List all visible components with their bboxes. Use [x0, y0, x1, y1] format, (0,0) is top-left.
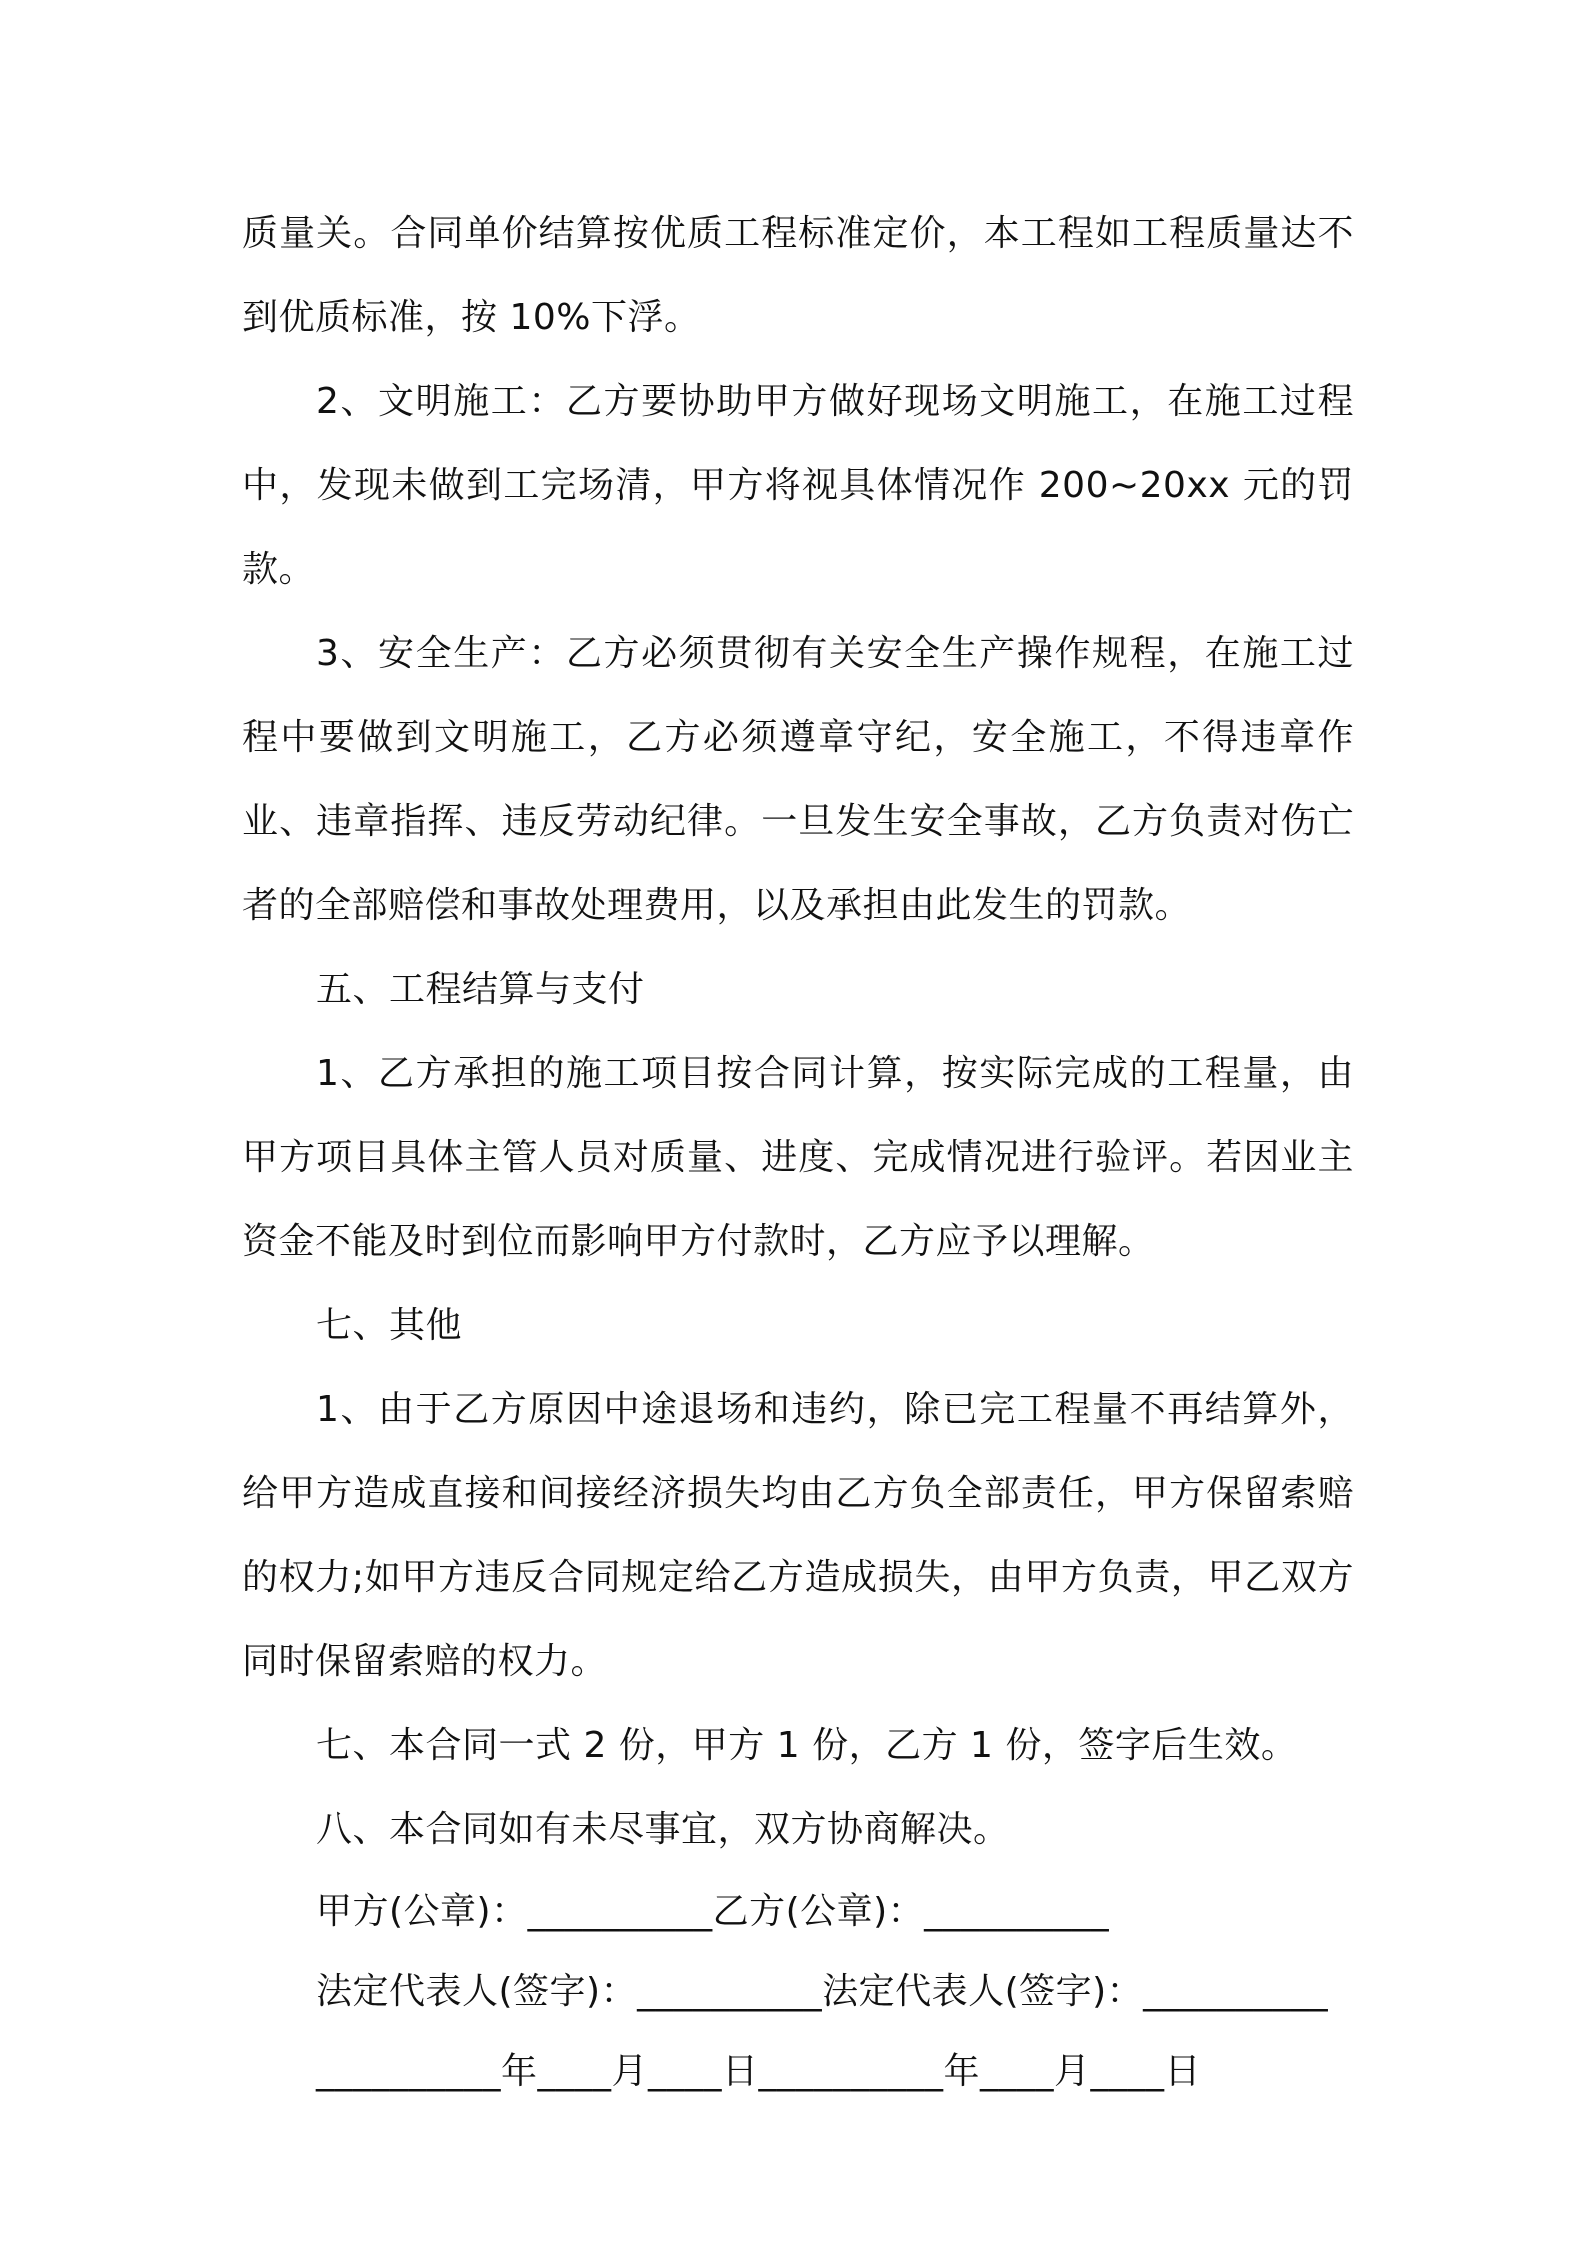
- contract-body: [242, 192, 1354, 2112]
- paragraph-quality-continued: 质量关。合同单价结算按优质工程标准定价，本工程如工程质量达不到优质标准，按 10%下浮。: [242, 213, 1354, 338]
- paragraph-safety-production: 3、安全生产：乙方必须贯彻有关安全生产操作规程，在施工过程中要做到文明施工，乙方必须遵章守纪，安全施工，不得违章作业、违章指挥、违反劳动纪律。一旦发生安全事故，乙方负责对伤亡者的全部赔偿和事故处理费用，以及承担由此发生的罚款。: [242, 633, 1354, 926]
- paragraph-settlement-terms: 1、乙方承担的施工项目按合同计算，按实际完成的工程量，由甲方项目具体主管人员对质量、进度、完成情况进行验评。若因业主资金不能及时到位而影响甲方付款时，乙方应予以理解。: [242, 1053, 1354, 1262]
- paragraph-civilized-construction: 2、文明施工：乙方要协助甲方做好现场文明施工，在施工过程中，发现未做到工完场清，甲方将视具体情况作 200~20xx 元的罚款。: [242, 381, 1354, 590]
- paragraph-breach-terms: 1、由于乙方原因中途退场和违约，除已完工程量不再结算外，给甲方造成直接和间接经济损失均由乙方负全部责任，甲方保留索赔的权力;如甲方违反合同规定给乙方造成损失，由甲方负责，甲乙双方同时保留索赔的权力。: [242, 1389, 1354, 1682]
- seal-signature-line: 甲方(公章)：__________乙方(公章)：__________: [316, 1891, 1110, 1932]
- section-heading-settlement: 五、工程结算与支付: [316, 969, 645, 1010]
- date-line: __________年____月____日__________年____月____日: [316, 2051, 1201, 2092]
- paragraph-copies: 七、本合同一式 2 份，甲方 1 份，乙方 1 份，签字后生效。: [316, 1725, 1298, 1766]
- paragraph-unresolved-matters: 八、本合同如有未尽事宜，双方协商解决。: [316, 1809, 1010, 1850]
- representative-signature-line: 法定代表人(签字)：__________法定代表人(签字)：__________: [316, 1971, 1329, 2012]
- section-heading-other: 七、其他: [316, 1305, 463, 1346]
